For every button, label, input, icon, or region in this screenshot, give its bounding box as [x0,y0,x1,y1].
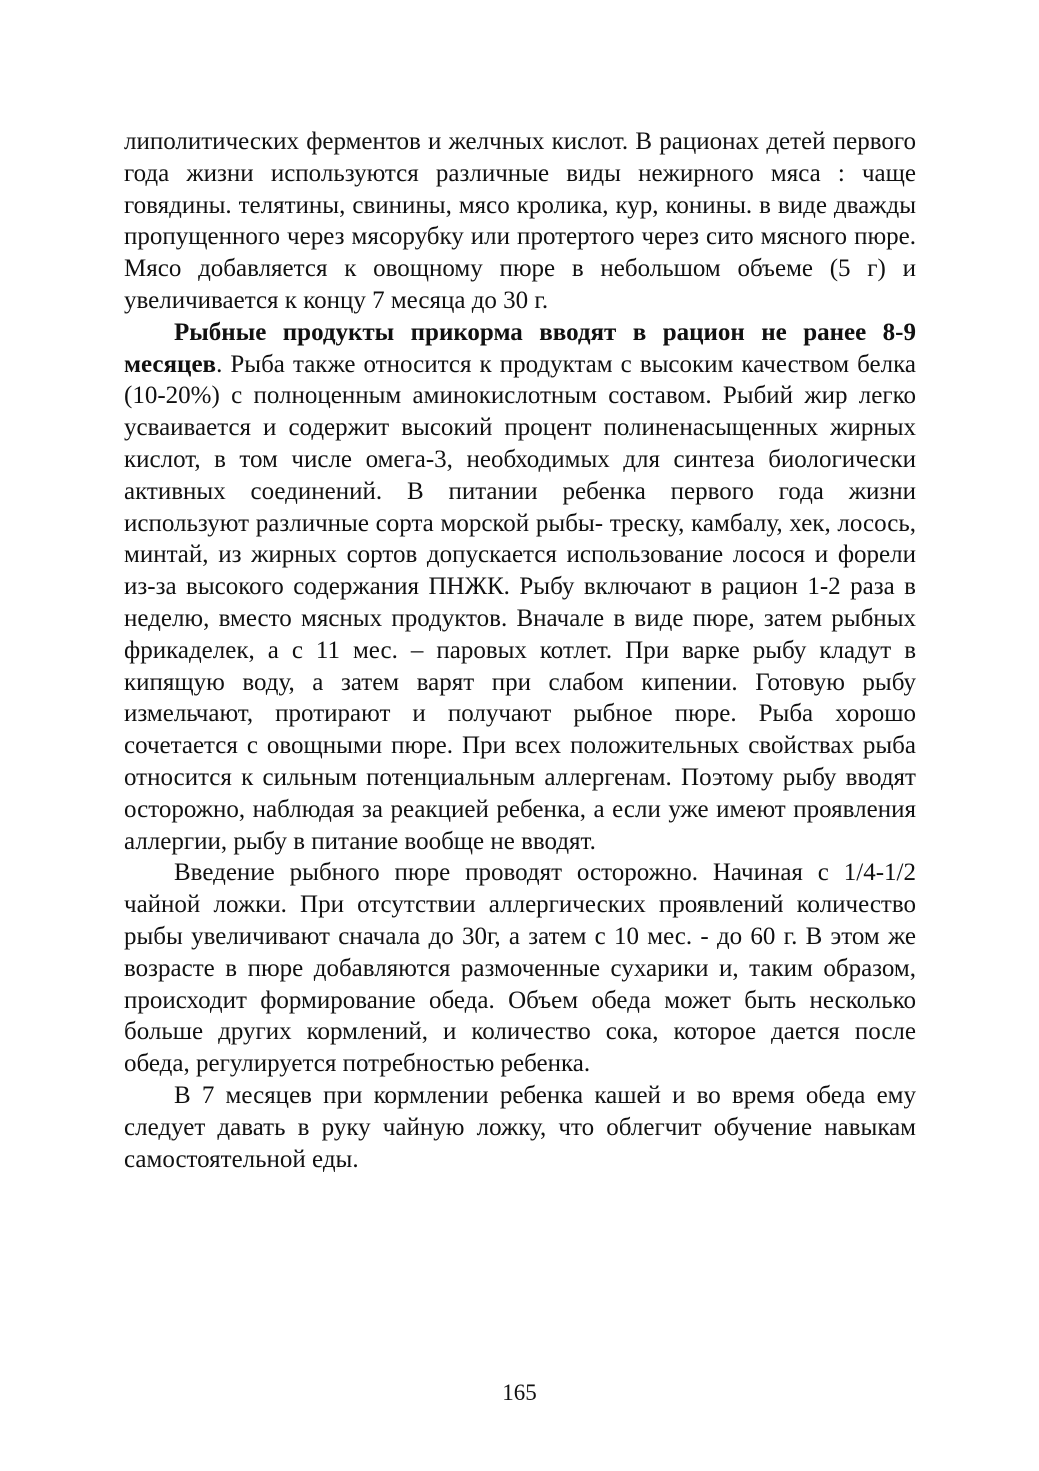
paragraph-bold-lead: Рыбные продукты прикорма вводят в рацион не ранее 8-9 месяцев [124,318,916,378]
paragraph-text: Введение рыбного пюре проводят осторожно. Начиная с 1/4-1/2 чайной ложки. При отсутствии аллергических проявлений количество рыбы увеличивают сначала до 30г, а затем с 10 мес. - до 60 г. В этом же возрасте в пюре добавляются размоченные сухарики и, таким образом, происходит формирование обеда. Объем обеда может быть несколько больше других кормлений, и количество сока, которое дается после обеда, регулируется потребностью ребенка. [124,859,916,1078]
paragraph-text: . Рыба также относится к продуктам с высоким качеством белка (10-20%) с полноценным аминокислотным составом. Рыбий жир легко усваивается и содержит высокий процент полиненасыщенных жирных кислот, в том числе омега-3, необходимых для синтеза биологически активных соединений. В питании ребенка первого года жизни используют различные сорта морской рыбы- треску, камбалу, хек, лосось, минтай, из жирных сортов допускается использование лосося и форели из-за высокого содержания ПНЖК. Рыбу включают в рацион 1-2 раза в неделю, вместо мясных продуктов. Вначале в виде пюре, затем рыбных фрикаделек, а с 11 мес. – паровых котлет. При варке рыбу кладут в кипящую воду, а затем варят при слабом кипении. Готовую рыбу измельчают, протирают и получают рыбное пюре. Рыба хорошо сочетается с овощными пюре. При всех положительных свойствах рыба относится к сильным потенциальным аллергенам. Поэтому рыбу вводят осторожно, наблюдая за реакцией ребенка, а если уже имеют проявления аллергии, рыбу в питание вообще не вводят. [124,350,916,855]
paragraph-text: В 7 месяцев при кормлении ребенка кашей и во время обеда ему следует давать в руку чайную ложку, что облегчит обучение навыкам самостоятельной еды. [124,1081,916,1173]
paragraph-meat [124,126,916,317]
paragraph-spoon [124,1080,916,1175]
page-body [124,126,916,1175]
paragraph-fish [124,317,916,858]
paragraph-text: липолитических ферментов и желчных кислот. В рационах детей первого года жизни используются различные виды нежирного мяса : чаще говядины. телятины, свинины, мясо кролика, кур, конины. в виде дважды пропущенного через мясорубку или протертого через сито мясного пюре. Мясо добавляется к овощному пюре в небольшом объеме (5 г) и увеличивается к концу 7 месяца до 30 г. [124,128,916,314]
page-number: 165 [502,1380,537,1405]
paragraph-fish-puree [124,857,916,1080]
